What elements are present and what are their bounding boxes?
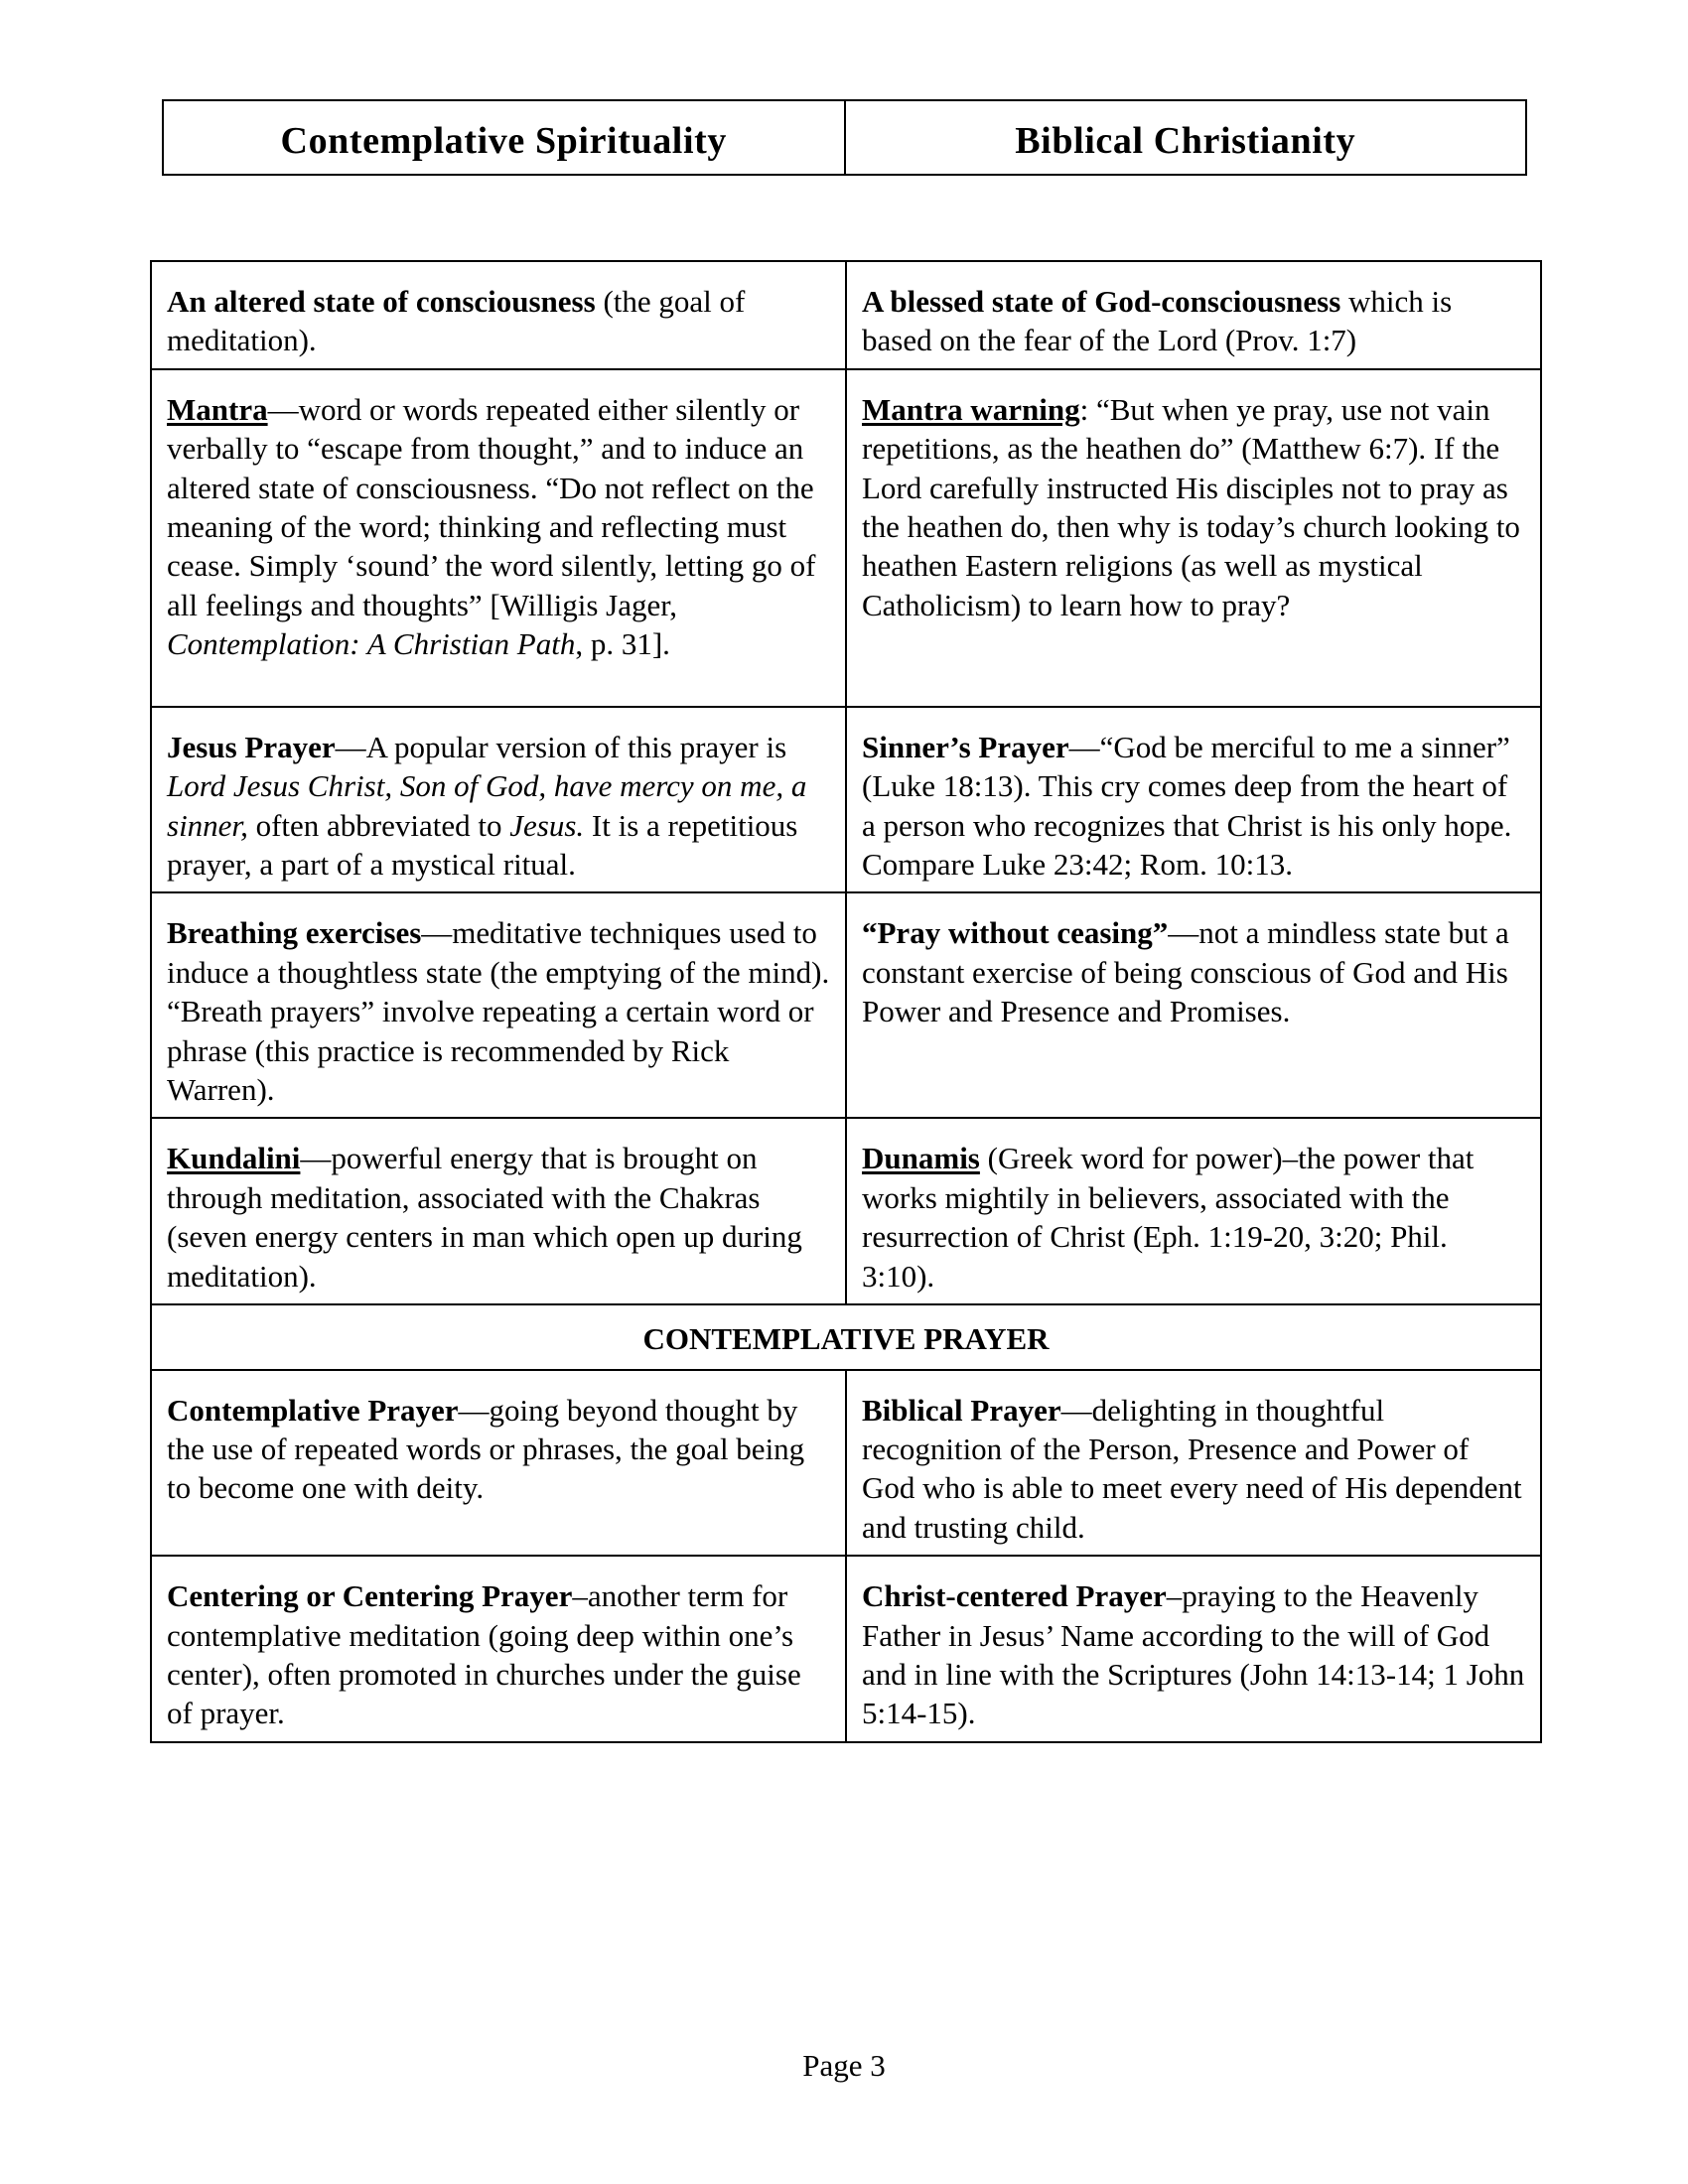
term: Jesus Prayer [167, 729, 336, 764]
description: : “But when ye pray, use not vain repetitions, as the heathen do” (Matthew 6:7). If the Lord carefully instructed His disciples not to pray as the heathen do, then why is today’s church looking to heathen Eastern religions (as well as mystical Catholicism) to learn how to pray? [862, 391, 1520, 622]
description: –another term for contemplative meditation (going deep within one’s center), often promoted in churches under the guise of prayer. [167, 1578, 801, 1731]
right-cell [846, 1556, 1541, 1742]
description: which is based on the fear of the Lord (Prov. 1:7) [862, 284, 1453, 358]
description: —going beyond thought by the use of repeated words or phrases, the goal being to become one with deity. [167, 1392, 805, 1506]
left-cell [151, 1118, 846, 1304]
term: Biblical Prayer [862, 1392, 1061, 1428]
left-cell [151, 261, 846, 369]
prayer-text: Jesus. [509, 807, 585, 843]
description: –praying to the Heavenly Father in Jesus’ Name according to the will of God and in line with the Scriptures (John 14:13-14; 1 John 5:14-15). [862, 1578, 1525, 1731]
left-cell [151, 369, 846, 707]
table-row [151, 707, 1541, 893]
description: —powerful energy that is brought on through meditation, associated with the Chakras (seven energy centers in man which open up during meditation). [167, 1141, 802, 1294]
term: Dunamis [862, 1141, 980, 1176]
table-row [151, 1370, 1541, 1557]
section-row [151, 1304, 1541, 1369]
description: (Greek word for power)–the power that works mightily in believers, associated with the resurrection of Christ (Eph. 1:19-20, 3:20; Phil. 3:10). [862, 1141, 1475, 1294]
section-title: CONTEMPLATIVE PRAYER [151, 1304, 1541, 1369]
description: (the goal of meditation). [167, 284, 746, 358]
description: —word or words repeated either silently or verbally to “escape from thought,” and to induce an altered state of consciousness. “Do not reflect on the meaning of the word; thinking and reflecting must cease. Simply ‘sound’ the word silently, letting go of all feelings and thoughts” [Willigis Jager, [167, 391, 816, 622]
left-cell [151, 1556, 846, 1742]
description: —delighting in thoughtful recognition of the Person, Presence and Power of God who is able to meet every need of His dependent and trusting child. [862, 1392, 1522, 1545]
right-cell [846, 707, 1541, 893]
term: Centering or Centering Prayer [167, 1578, 573, 1614]
description: , p. 31]. [575, 626, 670, 662]
right-cell [846, 261, 1541, 369]
description: often abbreviated to [247, 807, 510, 843]
table-row [151, 369, 1541, 707]
description: —“God be merciful to me a sinner” (Luke 18:13). This cry comes deep from the heart of a person who recognizes that Christ is his only hope. Compare Luke 23:42; Rom. 10:13. [862, 729, 1512, 883]
term: A blessed state of God-consciousness [862, 284, 1341, 319]
description: —meditative techniques used to induce a thoughtless state (the emptying of the mind). “Breath prayers” involve repeating a certain word or phrase (this practice is recommended by Rick Warren). [167, 915, 830, 1108]
term: Mantra warning [862, 391, 1080, 427]
column-header-table [162, 99, 1527, 176]
right-cell [846, 892, 1541, 1118]
term: Kundalini [167, 1141, 301, 1176]
description: —A popular version of this prayer is [335, 729, 787, 764]
right-cell [846, 1118, 1541, 1304]
term: Breathing exercises [167, 915, 422, 951]
term: “Pray without ceasing” [862, 915, 1169, 951]
page-number: Page 3 [802, 2048, 886, 2083]
left-cell [151, 892, 846, 1118]
book-title: Contemplation: A Christian Path [167, 626, 576, 662]
term: Sinner’s Prayer [862, 729, 1069, 764]
left-cell [151, 707, 846, 893]
left-cell [151, 1370, 846, 1557]
table-row [151, 261, 1541, 369]
table-row [151, 1556, 1541, 1742]
term: Christ-centered Prayer [862, 1578, 1167, 1614]
term: Mantra [167, 391, 268, 427]
table-row [151, 1118, 1541, 1304]
comparison-table [150, 260, 1542, 1743]
right-cell [846, 369, 1541, 707]
term: Contemplative Prayer [167, 1392, 459, 1428]
table-row [151, 892, 1541, 1118]
description: —not a mindless state but a constant exercise of being conscious of God and His Power and Presence and Promises. [862, 915, 1509, 1029]
right-cell [846, 1370, 1541, 1557]
term: An altered state of consciousness [167, 284, 596, 319]
description: It is a repetitious prayer, a part of a mystical ritual. [167, 807, 798, 883]
prayer-text: Lord Jesus Christ, Son of God, have mercy on me, a sinner, [167, 768, 807, 843]
header-contemplative-spirituality: Contemplative Spirituality [163, 100, 845, 175]
header-biblical-christianity: Biblical Christianity [845, 100, 1527, 175]
